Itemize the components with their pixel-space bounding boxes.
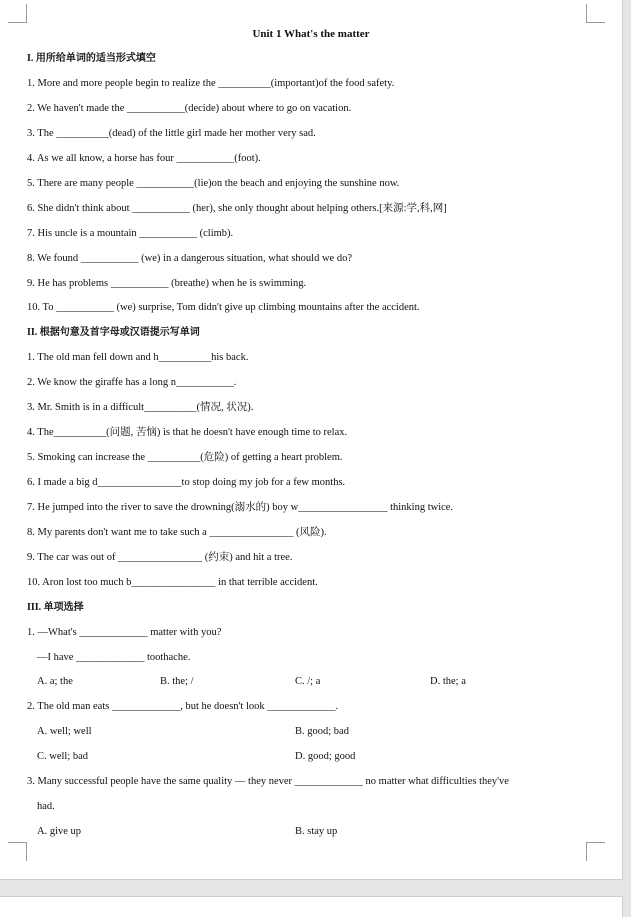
exercise-line: 7. He jumped into the river to save the drowning(溺水的) boy w_________________ thinking twice.: [27, 502, 454, 513]
option-d: D. the; a: [430, 676, 466, 687]
section-heading-1: I. 用所给单词的适当形式填空: [27, 53, 156, 64]
exercise-line: 2. We know the giraffe has a long n___________.: [27, 377, 237, 388]
exercise-line: 8. My parents don't want me to take such a ________________ (风险).: [27, 527, 327, 538]
option-b: B. stay up: [295, 826, 338, 837]
exercise-line: 9. The car was out of ________________ (约束) and hit a tree.: [27, 552, 293, 563]
exercise-line: 1. More and more people begin to realize the __________(important)of the food safety.: [27, 78, 395, 89]
exercise-line: 2. We haven't made the ___________(decide) about where to go on vacation.: [27, 103, 352, 114]
section-heading-2: II. 根据句意及首字母或汉语提示写单词: [27, 327, 200, 338]
exercise-line: 4. The__________(问题, 苦恼) is that he doesn't have enough time to relax.: [27, 427, 348, 438]
option-a: A. well; well: [37, 726, 92, 737]
exercise-line: 7. His uncle is a mountain ___________ (climb).: [27, 228, 234, 239]
question-line: 2. The old man eats _____________, but he doesn't look _____________.: [27, 701, 339, 712]
crop-mark-top-right: [586, 4, 605, 23]
option-c: C. /; a: [295, 676, 321, 687]
option-b: B. the; /: [160, 676, 194, 687]
exercise-line: 3. The __________(dead) of the little girl made her mother very sad.: [27, 128, 316, 139]
question-line: 1. —What's _____________ matter with you?: [27, 627, 222, 638]
option-c: C. well; bad: [37, 751, 89, 762]
exercise-line: 8. We found ___________ (we) in a dangerous situation, what should we do?: [27, 253, 352, 264]
exercise-line: 5. Smoking can increase the __________(危险) of getting a heart problem.: [27, 452, 343, 463]
exercise-line: 6. She didn't think about ___________ (her), she only thought about helping others.[来源:学,科,网]: [27, 203, 447, 214]
question-line: had.: [37, 801, 55, 812]
question-line: —I have _____________ toothache.: [37, 652, 191, 663]
exercise-line: 4. As we all know, a horse has four ___________(foot).: [27, 153, 261, 164]
option-d: D. good; good: [295, 751, 356, 762]
document-title: Unit 1 What's the matter: [252, 28, 370, 40]
exercise-line: 10. To ___________ (we) surprise, Tom didn't give up climbing mountains after the accident.: [27, 302, 420, 313]
exercise-line: 6. I made a big d________________to stop doing my job for a few months.: [27, 477, 346, 488]
question-line: 3. Many successful people have the same quality — they never _____________ no matter what difficulties they've: [27, 776, 509, 787]
option-b: B. good; bad: [295, 726, 349, 737]
option-a: A. a; the: [37, 676, 73, 687]
exercise-line: 10. Aron lost too much b________________ in that terrible accident.: [27, 577, 318, 588]
crop-mark-top-left: [8, 4, 27, 23]
exercise-line: 9. He has problems ___________ (breathe) when he is swimming.: [27, 278, 307, 289]
option-a: A. give up: [37, 826, 82, 837]
section-heading-3: III. 单项选择: [27, 602, 84, 613]
crop-mark-bottom-right: [586, 842, 605, 861]
exercise-line: 5. There are many people ___________(lie)on the beach and enjoying the sunshine now.: [27, 178, 400, 189]
next-page-edge: [0, 896, 623, 917]
exercise-line: 3. Mr. Smith is in a difficult__________(情况, 状况).: [27, 402, 254, 413]
crop-mark-bottom-left: [8, 842, 27, 861]
exercise-line: 1. The old man fell down and h__________his back.: [27, 352, 249, 363]
